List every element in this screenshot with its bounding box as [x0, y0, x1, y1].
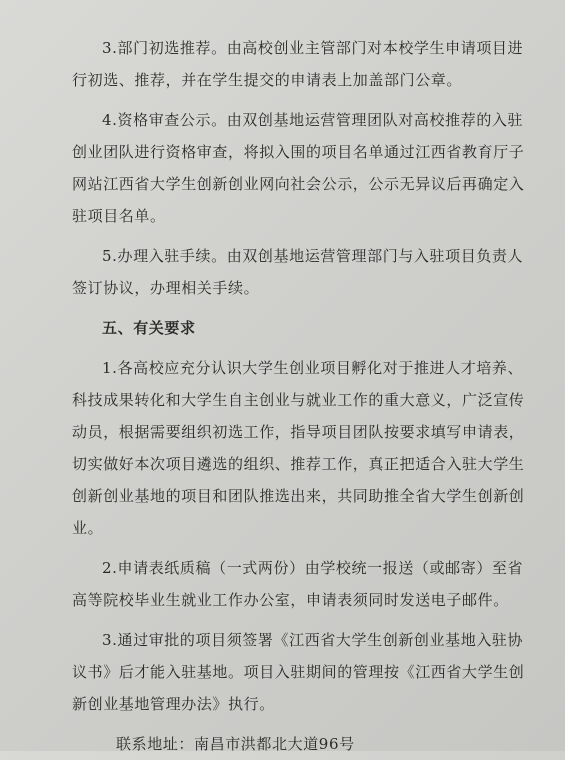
contact-address: 联系地址：南昌市洪都北大道96号	[116, 735, 355, 753]
paragraph-requirement-2: 2.申请表纸质稿（一式两份）由学校统一报送（或邮寄）至省高等院校毕业生就业工作办公室，申请表须同时发送电子邮件。	[72, 559, 524, 609]
paragraph-requirement-1: 1.各高校应充分认识大学生创业项目孵化对于推进人才培养、科技成果转化和大学生自主创业与就业工作的重大意义，广泛宣传动员，根据需要组织初选工作，指导项目团队按要求填写申请表，切实做好本次项目遴选的组织、推荐工作，真正把适合入驻大学生创新创业基地的项目和团队推选出来，共同助推全省大学生创新创业。	[72, 359, 525, 537]
section-heading-requirements: 五、有关要求	[102, 319, 196, 337]
paragraph-step-4: 4.资格审查公示。由双创基地运营管理团队对高校推荐的入驻创业团队进行资格审查，将拟入围的项目名单通过江西省教育厅子网站江西省大学生创新创业网向社会公示，公示无异议后再确定入驻项目名单。	[72, 111, 525, 225]
paragraph-requirement-3: 3.通过审批的项目须签署《江西省大学生创新创业基地入驻协议书》后才能入驻基地。项目入驻期间的管理按《江西省大学生创新创业基地管理办法》执行。	[72, 631, 525, 713]
paragraph-step-3: 3.部门初选推荐。由高校创业主管部门对本校学生申请项目进行初选、推荐，并在学生提交的申请表上加盖部门公章。	[72, 39, 524, 89]
paragraph-step-5: 5.办理入驻手续。由双创基地运营管理部门与入驻项目负责人签订协议，办理相关手续。	[72, 247, 524, 297]
